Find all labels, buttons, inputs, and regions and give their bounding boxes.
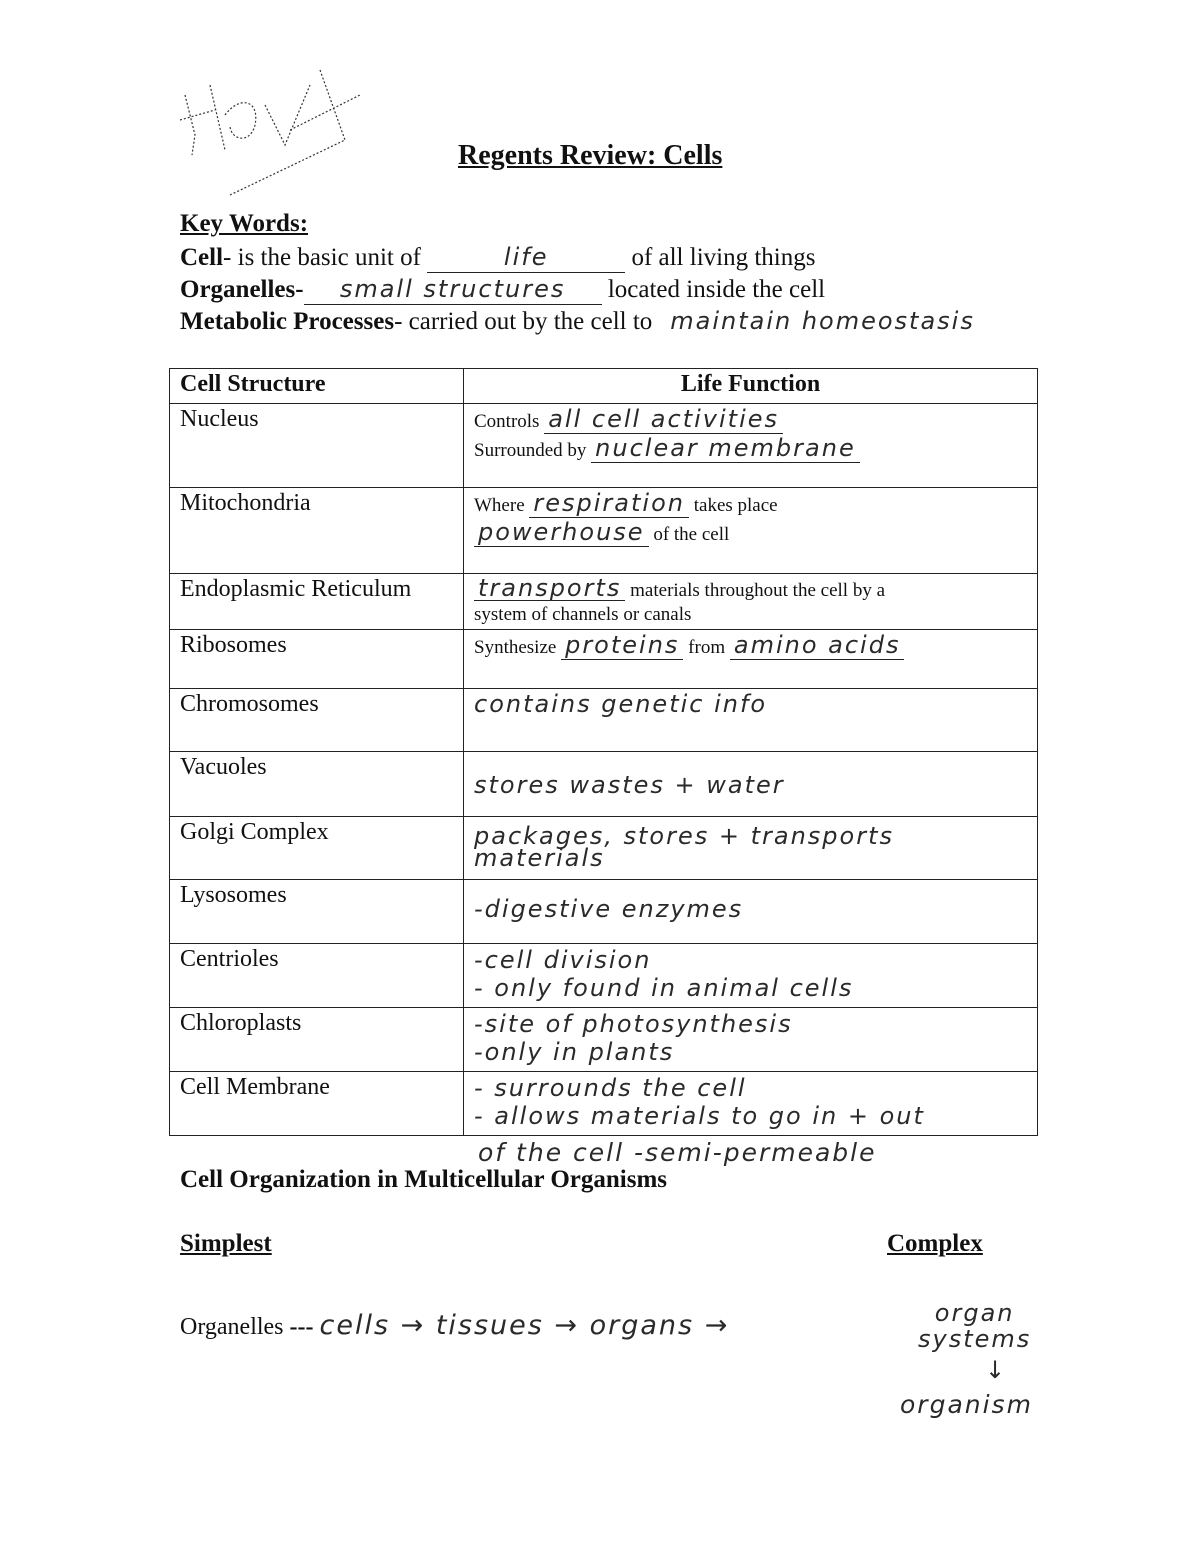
function-cell bbox=[464, 817, 1038, 880]
handwritten-answer: contains genetic info bbox=[474, 690, 768, 718]
handwritten-answer: -site of photosynthesis bbox=[474, 1010, 793, 1038]
column-header-function: Life Function bbox=[464, 369, 1038, 404]
function-cell: Controls all cell activities Surrounded by nuclear membrane bbox=[464, 404, 1038, 488]
table-row bbox=[170, 944, 1038, 1008]
function-cell bbox=[464, 880, 1038, 944]
handwritten-answer: transports bbox=[474, 576, 625, 601]
handwritten-chain: cells → tissues → organs → bbox=[319, 1310, 730, 1341]
chain-start: Organelles bbox=[180, 1314, 284, 1340]
answer-blank: small structures bbox=[304, 275, 602, 305]
key-word-organelles: Organelles- small structures located inside the cell bbox=[180, 275, 826, 303]
table-row bbox=[170, 574, 1038, 630]
function-cell bbox=[464, 1072, 1038, 1136]
table-row bbox=[170, 689, 1038, 752]
answer-blank: life bbox=[427, 243, 625, 273]
handwritten-organ-systems: organ systems bbox=[918, 1299, 1032, 1353]
structure-name: Chromosomes bbox=[170, 689, 464, 752]
key-word-term: Organelles bbox=[180, 276, 296, 303]
handwritten-answer: proteins bbox=[561, 632, 683, 660]
handwritten-answer: powerhouse bbox=[474, 519, 649, 547]
handwritten-answer: amino acids bbox=[730, 632, 905, 660]
handwritten-key-mark bbox=[170, 55, 370, 205]
table-row bbox=[170, 752, 1038, 817]
handwritten-answer: -cell division bbox=[474, 946, 652, 974]
handwritten-answer: respiration bbox=[529, 490, 689, 518]
page-title: Regents Review: Cells bbox=[458, 140, 723, 171]
section-heading: Cell Organization in Multicellular Organisms bbox=[180, 1166, 668, 1193]
function-cell bbox=[464, 689, 1038, 752]
structure-name: Cell Membrane bbox=[170, 1072, 464, 1136]
simplest-label: Simplest bbox=[180, 1230, 272, 1257]
table-row bbox=[170, 817, 1038, 880]
function-cell bbox=[464, 944, 1038, 1008]
structure-name: Vacuoles bbox=[170, 752, 464, 817]
function-cell bbox=[464, 1008, 1038, 1072]
structure-name: Ribosomes bbox=[170, 630, 464, 689]
structure-name: Lysosomes bbox=[170, 880, 464, 944]
handwritten-answer: stores wastes + water bbox=[474, 771, 785, 799]
key-word-term: Metabolic Processes bbox=[180, 308, 395, 335]
structure-name: Nucleus bbox=[170, 404, 464, 488]
function-cell: transports materials throughout the cell by a system of channels or canals bbox=[464, 574, 1038, 630]
table-row bbox=[170, 1008, 1038, 1072]
function-cell: Where respiration takes place powerhouse of the cell bbox=[464, 488, 1038, 574]
handwritten-answer: materials bbox=[474, 844, 605, 872]
structure-name: Mitochondria bbox=[170, 488, 464, 574]
structure-name: Centrioles bbox=[170, 944, 464, 1008]
structure-name: Golgi Complex bbox=[170, 817, 464, 880]
down-arrow-icon: ↓ bbox=[985, 1356, 1008, 1384]
handwritten-answer: -digestive enzymes bbox=[474, 895, 744, 923]
handwritten-answer: - allows materials to go in + out bbox=[474, 1102, 925, 1130]
handwritten-organism: organism bbox=[900, 1390, 1033, 1419]
function-cell: Synthesize proteins from amino acids bbox=[464, 630, 1038, 689]
table-row bbox=[170, 488, 1038, 574]
handwritten-answer: nuclear membrane bbox=[591, 435, 860, 463]
key-word-term: Cell bbox=[180, 244, 224, 271]
cell-structure-table bbox=[169, 368, 1038, 1136]
key-word-cell: Cell- is the basic unit of life of all living things bbox=[180, 243, 816, 271]
key-words-heading: Key Words: bbox=[180, 210, 309, 237]
function-cell bbox=[464, 752, 1038, 817]
handwritten-answer: all cell activities bbox=[544, 406, 783, 434]
table-row bbox=[170, 404, 1038, 488]
handwritten-answer: - only found in animal cells bbox=[474, 974, 854, 1002]
table-row bbox=[170, 880, 1038, 944]
table-header-row bbox=[170, 369, 1038, 404]
column-header-structure: Cell Structure bbox=[170, 369, 464, 404]
organization-chain bbox=[180, 1310, 729, 1341]
structure-name: Endoplasmic Reticulum bbox=[170, 574, 464, 630]
handwritten-answer: - surrounds the cell bbox=[474, 1074, 747, 1102]
handwritten-answer: packages, stores + transports bbox=[474, 822, 895, 850]
chain-dashes: --- bbox=[289, 1314, 314, 1340]
answer-blank: maintain homeostasis bbox=[670, 307, 975, 335]
table-row bbox=[170, 1072, 1038, 1136]
key-word-metabolic: Metabolic Processes- carried out by the cell to maintain homeostasis bbox=[180, 307, 987, 336]
complex-label: Complex bbox=[887, 1230, 983, 1257]
handwritten-answer: -only in plants bbox=[474, 1038, 675, 1066]
handwritten-membrane-note: of the cell -semi-permeable bbox=[478, 1138, 877, 1167]
table-row bbox=[170, 630, 1038, 689]
structure-name: Chloroplasts bbox=[170, 1008, 464, 1072]
